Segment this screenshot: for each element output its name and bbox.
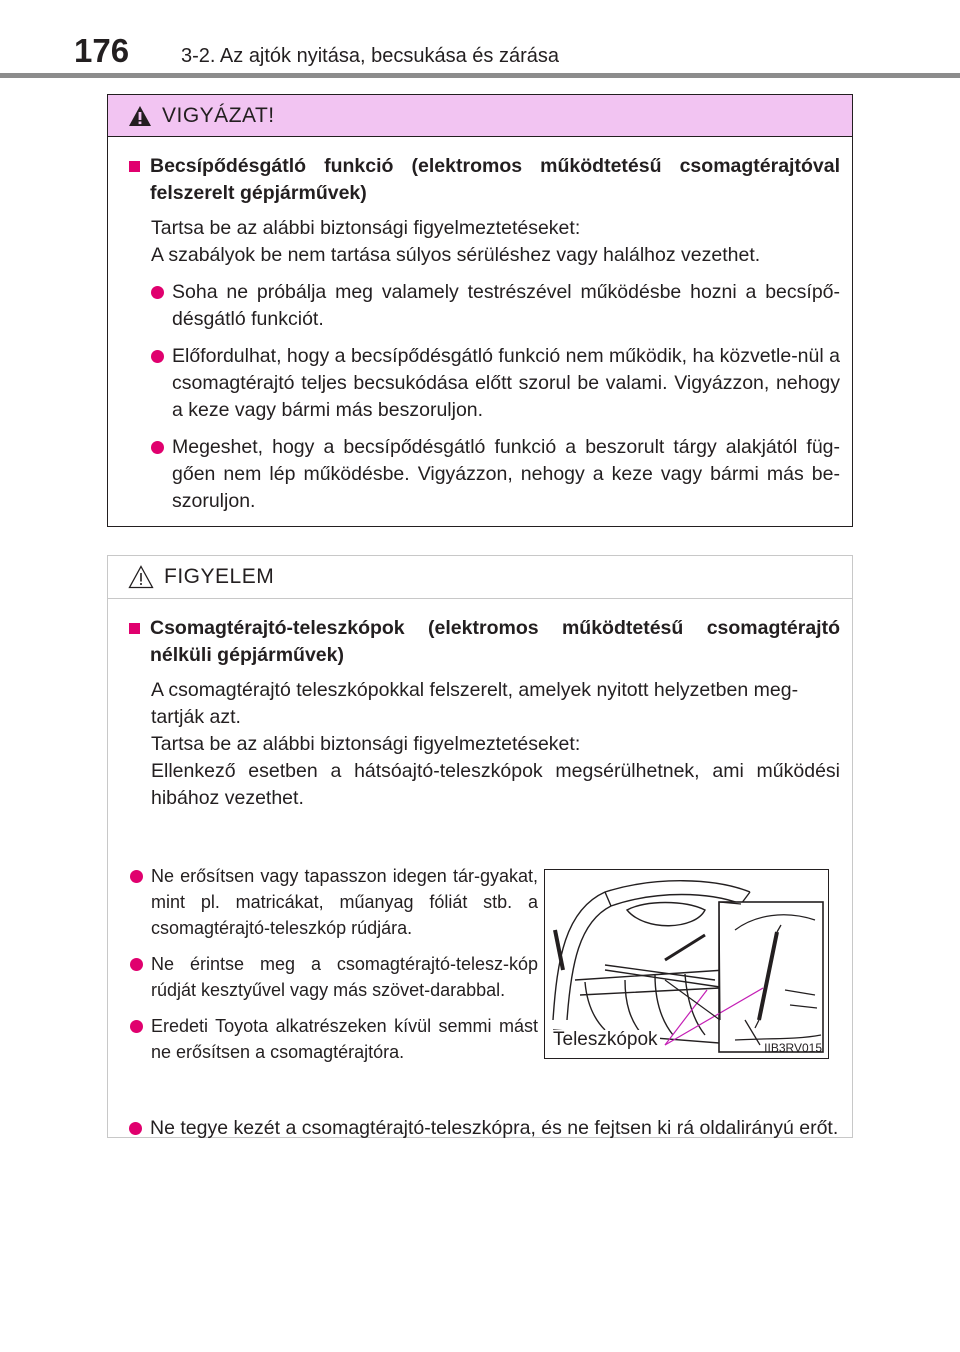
warning-heading-text: Becsípődésgátló funkció (elektromos működtetésű csomagtérajtóval felszerelt gépjárművek) <box>150 155 840 204</box>
warning-intro-line: A szabályok be nem tartása súlyos sérüléshez vagy halálhoz vezethet. <box>151 244 761 266</box>
bullet-dot-icon <box>151 286 164 299</box>
square-bullet-icon <box>129 623 140 634</box>
notice-title: FIGYELEM <box>164 565 275 588</box>
notice-box <box>107 555 853 1138</box>
list-item <box>108 951 538 1003</box>
warning-intro <box>129 215 840 269</box>
list-item-text: Ne tegye kezét a csomagtérajtó-teleszkópra, és ne fejtsen ki rá oldalirányú erőt. <box>150 1117 839 1139</box>
caution-triangle-icon <box>128 565 154 589</box>
list-item-text: Eredeti Toyota alkatrészeken kívül semmi mást ne erősítsen a csomagtérajtóra. <box>151 1016 538 1062</box>
notice-intro-line: Ellenkező esetben a hátsóajtó-teleszkópok megsérülhetnek, ami működési hibához vezethet. <box>151 760 840 809</box>
bullet-dot-icon <box>130 870 143 883</box>
header-rule <box>0 73 960 78</box>
list-item <box>129 343 840 424</box>
list-item-text: Ne érintse meg a csomagtérajtó-telesz-kóp rúdját kesztyűvel vagy más szövet-darabbal. <box>151 954 538 1000</box>
trunk-illustration <box>544 869 829 1059</box>
list-item-text: Előfordulhat, hogy a becsípődésgátló funkció nem működik, ha közvetle-nül a csomagtérajtó teljes becsukódása előtt szorul be valami. Vigyázzon, nehogy a keze vagy bármi más beszoruljon. <box>172 345 840 421</box>
list-item <box>129 279 840 333</box>
warning-subheading <box>129 153 840 207</box>
list-item <box>108 1013 538 1065</box>
figure-label: Teleszkópok <box>553 1029 658 1050</box>
notice-intro-line: A csomagtérajtó teleszkópokkal felszerelt, amelyek nyitott helyzetben meg-tartják azt. <box>151 679 799 728</box>
bullet-dot-icon <box>130 958 143 971</box>
list-item-text: Megeshet, hogy a becsípődésgátló funkció a beszorult tárgy alakjától füg-gően nem lép működésbe. Vigyázzon, nehogy a keze vagy bármi más be-szoruljon. <box>172 436 840 512</box>
notice-intro-line: Tartsa be az alábbi biztonsági figyelmeztetéseket: <box>151 733 581 755</box>
warning-box <box>107 94 853 527</box>
warning-intro-line: Tartsa be az alábbi biztonsági figyelmeztetéseket: <box>151 217 581 239</box>
warning-header <box>108 95 852 137</box>
bullet-dot-icon <box>151 350 164 363</box>
figure-code: IIB3RV015 <box>764 1041 822 1055</box>
list-item <box>129 1115 841 1142</box>
notice-bullet-column <box>108 863 538 1065</box>
notice-body <box>108 599 852 1139</box>
list-item-text: Soha ne próbálja meg valamely testrészével működésbe hozni a becsípő-désgátló funkciót. <box>172 281 840 330</box>
notice-subheading <box>129 615 840 669</box>
bullet-dot-icon <box>151 441 164 454</box>
list-item <box>108 863 538 941</box>
warning-body <box>108 137 852 515</box>
bullet-dot-icon <box>129 1122 142 1135</box>
notice-intro <box>129 677 840 812</box>
warning-triangle-icon <box>128 105 152 127</box>
list-item <box>129 434 840 515</box>
bullet-dot-icon <box>130 1020 143 1033</box>
page-number: 176 <box>74 32 130 69</box>
notice-last-bullet <box>129 1105 841 1142</box>
list-item-text: Ne erősítsen vagy tapasszon idegen tár-gyakat, mint pl. matricákat, műanyag fóliát stb. a csomagtérajtó-teleszkóp rúdjára. <box>151 866 538 938</box>
warning-title: VIGYÁZAT! <box>162 103 275 127</box>
notice-header <box>108 556 852 599</box>
notice-heading-text: Csomagtérajtó-teleszkópok (elektromos működtetésű csomagtérajtó nélküli gépjárművek) <box>150 617 840 666</box>
section-title: 3-2. Az ajtók nyitása, becsukása és zárása <box>181 45 559 67</box>
square-bullet-icon <box>129 161 140 172</box>
page-header <box>0 0 960 80</box>
